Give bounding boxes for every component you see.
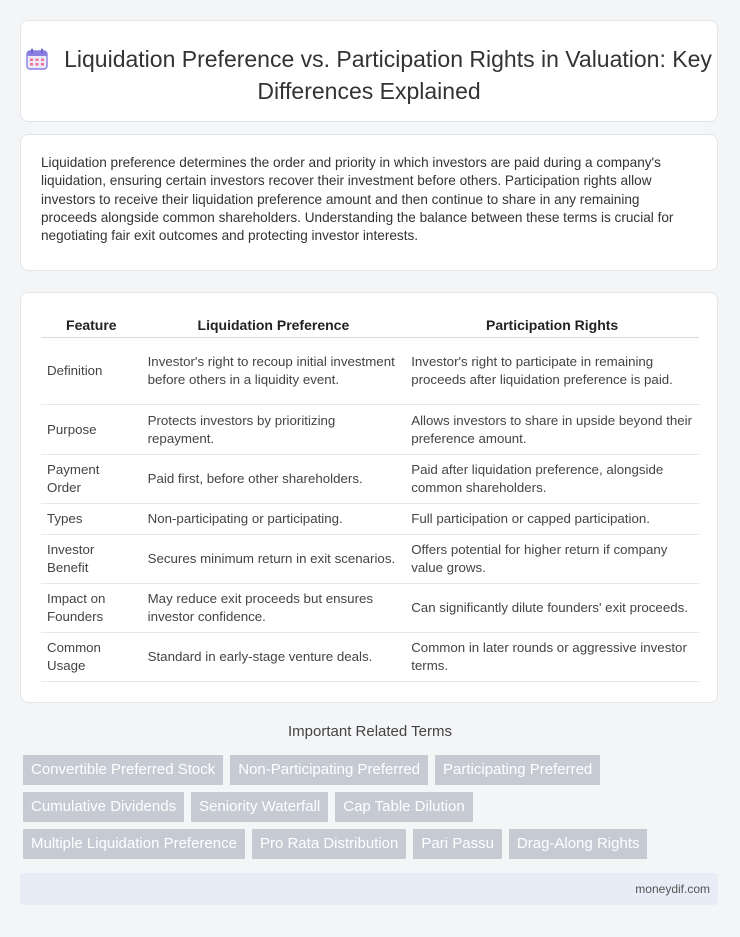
table-row bbox=[41, 455, 699, 504]
table-row bbox=[41, 535, 699, 584]
related-term-tag[interactable]: Pari Passu bbox=[413, 829, 502, 859]
intro-card bbox=[20, 134, 718, 271]
related-terms-heading: Important Related Terms bbox=[288, 723, 452, 740]
feature-cell: Purpose bbox=[41, 405, 142, 455]
liquidation-cell: May reduce exit proceeds but ensures investor confidence. bbox=[142, 584, 406, 633]
participation-cell: Common in later rounds or aggressive investor terms. bbox=[405, 633, 699, 682]
liquidation-cell: Protects investors by prioritizing repayment. bbox=[142, 405, 406, 455]
liquidation-cell: Secures minimum return in exit scenarios. bbox=[142, 535, 406, 584]
table-row bbox=[41, 584, 699, 633]
tag-row bbox=[23, 792, 703, 822]
page-title bbox=[21, 45, 717, 106]
header-feature: Feature bbox=[41, 313, 142, 338]
footer bbox=[20, 873, 718, 905]
related-term-tag[interactable]: Non-Participating Preferred bbox=[230, 755, 428, 785]
liquidation-cell: Non-participating or participating. bbox=[142, 504, 406, 535]
table-row bbox=[41, 338, 699, 405]
related-term-tag[interactable]: Multiple Liquidation Preference bbox=[23, 829, 245, 859]
liquidation-cell: Standard in early-stage venture deals. bbox=[142, 633, 406, 682]
related-term-tag[interactable]: Cumulative Dividends bbox=[23, 792, 184, 822]
title-card bbox=[20, 20, 718, 122]
participation-cell: Full participation or capped participation. bbox=[405, 504, 699, 535]
table-row bbox=[41, 504, 699, 535]
related-terms-list bbox=[23, 755, 703, 866]
header-participation-rights: Participation Rights bbox=[405, 313, 699, 338]
participation-cell: Allows investors to share in upside beyond their preference amount. bbox=[405, 405, 699, 455]
liquidation-cell: Investor's right to recoup initial investment before others in a liquidity event. bbox=[142, 338, 406, 405]
feature-cell: Investor Benefit bbox=[41, 535, 142, 584]
participation-cell: Offers potential for higher return if company value grows. bbox=[405, 535, 699, 584]
tag-row bbox=[23, 829, 703, 859]
participation-cell: Paid after liquidation preference, alongside common shareholders. bbox=[405, 455, 699, 504]
related-term-tag[interactable]: Pro Rata Distribution bbox=[252, 829, 406, 859]
feature-cell: Impact on Founders bbox=[41, 584, 142, 633]
feature-cell: Definition bbox=[41, 338, 142, 405]
table-header-row bbox=[41, 313, 699, 338]
participation-cell: Investor's right to participate in remaining proceeds after liquidation preference is paid. bbox=[405, 338, 699, 405]
related-term-tag[interactable]: Convertible Preferred Stock bbox=[23, 755, 223, 785]
feature-cell: Common Usage bbox=[41, 633, 142, 682]
comparison-table bbox=[41, 313, 699, 682]
intro-paragraph: Liquidation preference determines the order and priority in which investors are paid during a company's liquidation, ensuring certain investors recover their investment before others. Participation rights allow investors to receive their liquidation preference amount and then continue to share in any remaining proceeds alongside common shareholders. Understanding the balance between these terms is crucial for negotiating fair exit outcomes and protecting investor interests. bbox=[41, 155, 674, 244]
footer-site-link[interactable]: moneydif.com bbox=[635, 882, 710, 896]
header-liquidation-preference: Liquidation Preference bbox=[142, 313, 406, 338]
participation-cell: Can significantly dilute founders' exit proceeds. bbox=[405, 584, 699, 633]
related-term-tag[interactable]: Seniority Waterfall bbox=[191, 792, 328, 822]
feature-cell: Types bbox=[41, 504, 142, 535]
table-row bbox=[41, 405, 699, 455]
related-term-tag[interactable]: Cap Table Dilution bbox=[335, 792, 472, 822]
liquidation-cell: Paid first, before other shareholders. bbox=[142, 455, 406, 504]
tag-row bbox=[23, 755, 703, 785]
feature-cell: Payment Order bbox=[41, 455, 142, 504]
table-row bbox=[41, 633, 699, 682]
page-title-text: Liquidation Preference vs. Participation Rights in Valuation: Key Differences Explained bbox=[64, 46, 712, 104]
related-term-tag[interactable]: Drag-Along Rights bbox=[509, 829, 648, 859]
comparison-card bbox=[20, 292, 718, 703]
calendar-icon bbox=[26, 48, 48, 77]
related-term-tag[interactable]: Participating Preferred bbox=[435, 755, 600, 785]
